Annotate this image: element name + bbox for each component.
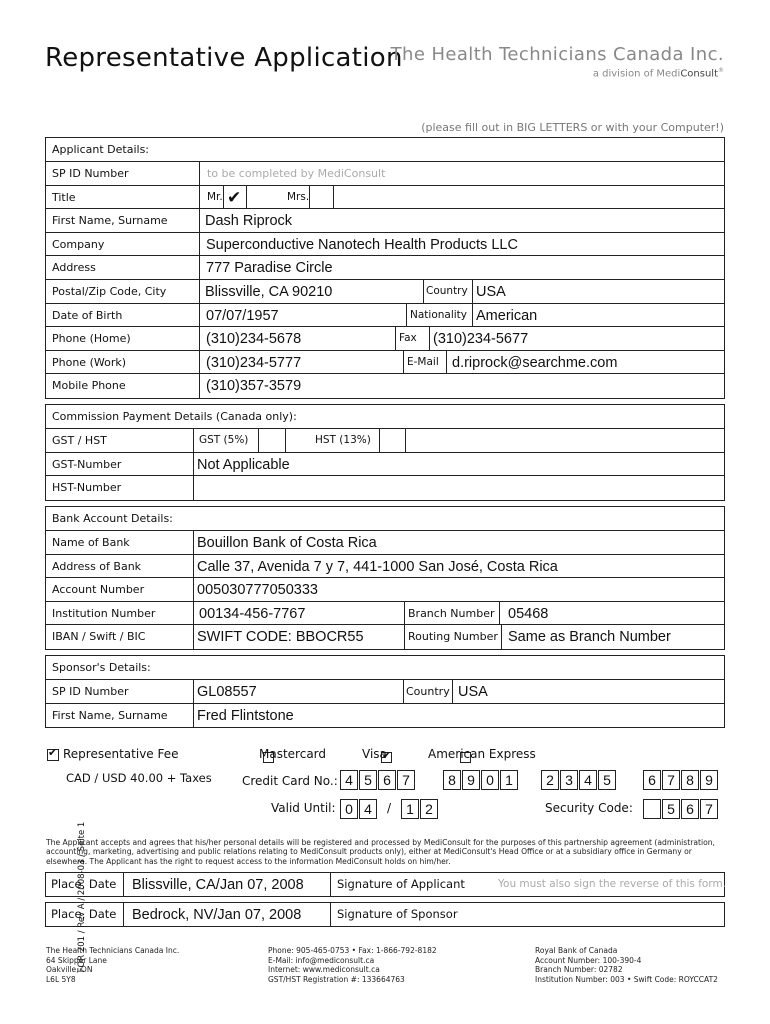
mastercard-label: Mastercard (259, 747, 327, 761)
phone-home-field[interactable]: (310)234-5678 (206, 331, 302, 348)
sp-id-label: SP ID Number (52, 167, 129, 180)
phone-home-row (46, 327, 724, 351)
institution-label: Institution Number (52, 606, 156, 620)
division-line (593, 67, 724, 79)
security-code-digit-box[interactable]: 7 (700, 799, 718, 819)
nationality-field[interactable]: American (476, 307, 538, 324)
fee-amount: CAD / USD 40.00 + Taxes (66, 771, 212, 785)
sp-id-row (46, 162, 724, 186)
hst-number-row (46, 476, 724, 500)
valid-separator: / (387, 801, 392, 815)
commission-heading: Commission Payment Details (Canada only): (46, 405, 724, 429)
institution-field[interactable]: 00134-456-7767 (199, 605, 306, 622)
footer-line: 64 Skipper Lane (46, 955, 107, 965)
company-label: Company (52, 237, 105, 251)
gst-hst-label: GST / HST (52, 434, 107, 447)
credit-card-digit-box[interactable]: 4 (340, 770, 358, 790)
mrs-label: Mrs. (287, 190, 310, 203)
iban-row (46, 625, 724, 649)
applicant-signature-row (45, 872, 725, 897)
credit-card-digit-box[interactable]: 6 (643, 770, 661, 790)
valid-until-label: Valid Until: (271, 801, 336, 815)
footer-bank (535, 946, 718, 984)
footer-line: Oakville, ON (46, 965, 93, 975)
address-row (46, 256, 724, 280)
bank-address-row (46, 555, 724, 579)
dob-label: Date of Birth (52, 308, 123, 322)
routing-label: Routing Number (408, 630, 498, 644)
credit-card-digit-box[interactable]: 1 (500, 770, 518, 790)
credit-card-digit-box[interactable]: 4 (579, 770, 597, 790)
sponsor-place-date-field[interactable]: Bedrock, NV/Jan 07, 2008 (132, 907, 302, 923)
valid-until-digit-box[interactable]: 0 (340, 799, 358, 819)
sponsor-id-row (46, 680, 724, 704)
hst13-label: HST (13%) (315, 434, 371, 446)
footer-line: Internet: www.mediconsult.ca (268, 965, 380, 975)
mobile-label: Mobile Phone (52, 379, 126, 393)
company-brand: The Health Technicians Canada Inc. (390, 44, 724, 65)
applicant-place-date-field[interactable]: Blissville, CA/Jan 07, 2008 (132, 877, 304, 893)
credit-card-digit-box[interactable]: 7 (662, 770, 680, 790)
credit-card-digit-box[interactable]: 8 (681, 770, 699, 790)
branch-field[interactable]: 05468 (508, 605, 549, 622)
footer-contact (268, 946, 437, 984)
iban-field[interactable]: SWIFT CODE: BBOCR55 (197, 629, 364, 646)
sponsor-id-field[interactable]: GL08557 (197, 684, 257, 700)
account-field[interactable]: 005030777050333 (197, 582, 318, 599)
footer-address (46, 946, 179, 984)
routing-field[interactable]: Same as Branch Number (508, 629, 671, 646)
page-title: Representative Application (45, 43, 403, 73)
fax-field[interactable]: (310)234-5677 (433, 331, 529, 348)
iban-label: IBAN / Swift / BIC (52, 630, 146, 644)
security-code-digit-box[interactable]: 5 (662, 799, 680, 819)
sponsor-country-label: Country (406, 685, 450, 698)
credit-card-label: Credit Card No.: (242, 774, 338, 788)
amex-label: American Express (428, 747, 536, 761)
credit-card-digit-box[interactable]: 7 (397, 770, 415, 790)
security-code-digit-box[interactable] (643, 799, 661, 819)
gst-hst-row (46, 429, 724, 453)
bank-heading: Bank Account Details: (46, 507, 724, 531)
credit-card-digit-box[interactable]: 6 (378, 770, 396, 790)
hst-number-label: HST-Number (52, 481, 122, 495)
email-field[interactable]: d.riprock@searchme.com (452, 354, 618, 371)
division-medi: Medi (656, 68, 681, 80)
registered-mark: ® (718, 67, 724, 74)
footer-line: L6L 5Y8 (46, 974, 76, 984)
postal-field[interactable]: Blissville, CA 90210 (205, 283, 333, 300)
address-field[interactable]: 777 Paradise Circle (206, 260, 333, 277)
footer-line: Account Number: 100-390-4 (535, 955, 642, 965)
postal-label: Postal/Zip Code, City (52, 284, 167, 298)
bank-name-row (46, 531, 724, 555)
division-prefix: a division of (592, 68, 657, 80)
sponsor-id-label: SP ID Number (52, 685, 129, 698)
sp-id-field[interactable]: to be completed by MediConsult (207, 167, 386, 180)
credit-card-digit-box[interactable]: 5 (598, 770, 616, 790)
gst-number-field[interactable]: Not Applicable (197, 456, 290, 473)
sponsor-signature-label: Signature of Sponsor (337, 907, 458, 921)
sponsor-section (45, 655, 725, 728)
email-label: E-Mail (407, 355, 439, 368)
title-label: Title (52, 190, 76, 204)
footer-line: Institution Number: 003 • Swift Code: ROYCCAT2 (535, 974, 718, 984)
mr-label: Mr. (207, 190, 223, 203)
commission-section (45, 404, 725, 501)
postal-row (46, 280, 724, 304)
division-consult: Consult (680, 68, 718, 80)
footer-line: The Health Technicians Canada Inc. (46, 946, 180, 955)
footer-line: Phone: 905-465-0753 • Fax: 1-866-792-8182 (268, 946, 437, 955)
name-field[interactable]: Dash Riprock (205, 213, 293, 230)
security-code-label: Security Code: (545, 801, 633, 815)
company-field[interactable]: Superconductive Nanotech Health Products LLC (206, 236, 518, 253)
mr-checkmark-icon[interactable]: ✔ (227, 187, 242, 207)
mobile-row (46, 374, 724, 398)
name-label: First Name, Surname (52, 214, 168, 228)
applicant-section (45, 137, 725, 399)
dob-field[interactable]: 07/07/1957 (206, 307, 279, 324)
credit-card-digit-box[interactable]: 9 (462, 770, 480, 790)
credit-card-digit-box[interactable]: 2 (541, 770, 559, 790)
bank-address-label: Address of Bank (52, 559, 142, 573)
credit-card-digit-box[interactable]: 0 (481, 770, 499, 790)
reverse-sign-note: You must also sign the reverse of this form. (498, 878, 727, 890)
sponsor-name-row (46, 704, 724, 728)
valid-until-digit-box[interactable]: 1 (401, 799, 419, 819)
phone-work-label: Phone (Work) (52, 355, 127, 369)
sponsor-name-label: First Name, Surname (52, 708, 168, 722)
fill-instruction: (please fill out in BIG LETTERS or with your Computer!) (421, 121, 724, 134)
bank-address-field[interactable]: Calle 37, Avenida 7 y 7, 441-1000 San José, Costa Rica (197, 558, 558, 575)
country-field[interactable]: USA (476, 283, 506, 300)
mobile-field[interactable]: (310)357-3579 (206, 378, 302, 395)
branch-label: Branch Number (408, 606, 495, 620)
phone-home-label: Phone (Home) (52, 332, 131, 346)
footer-line: GST/HST Registration #: 133664763 (268, 974, 405, 984)
address-label: Address (52, 261, 96, 275)
bank-name-label: Name of Bank (52, 536, 130, 549)
sponsor-heading: Sponsor's Details: (46, 656, 724, 680)
phone-work-field[interactable]: (310)234-5777 (206, 354, 302, 371)
gst5-label: GST (5%) (199, 434, 249, 446)
privacy-consent-text: The Applicant accepts and agrees that his/her personal details will be registered and processed by MediConsult for the purposes of this partnership agreement (administration, accounting, marketing, advertising and public relations relating to MediConsult products only), either at MediConsult's Head Office or at a subsidiary office in Germany or elsewhere. The Applicant has the right to request access to the information MediConsult holds on him/her. (46, 838, 715, 866)
sponsor-name-field[interactable]: Fred Flintstone (197, 707, 294, 724)
institution-row (46, 602, 724, 626)
credit-card-digit-box[interactable]: 5 (359, 770, 377, 790)
credit-card-digit-box[interactable]: 3 (560, 770, 578, 790)
visa-label: Visa (362, 747, 387, 761)
title-row (46, 186, 724, 210)
account-label: Account Number (52, 583, 145, 597)
applicant-signature-label: Signature of Applicant (337, 877, 465, 891)
company-row (46, 233, 724, 257)
gst-number-label: GST-Number (52, 457, 122, 471)
country-label: Country (426, 284, 468, 297)
applicant-heading: Applicant Details: (46, 138, 724, 162)
form-revision-text: FOR 201 / Rev A / 2008-03 / Seite 1 (77, 821, 87, 973)
nationality-label: Nationality (410, 308, 468, 321)
bank-name-field[interactable]: Bouillon Bank of Costa Rica (197, 535, 377, 551)
footer-line: E-Mail: info@mediconsult.ca (268, 955, 375, 965)
credit-card-digit-box[interactable]: 9 (700, 770, 718, 790)
applicant-place-date-label: Place, Date (51, 877, 117, 891)
representative-fee-checkbox[interactable] (47, 749, 59, 761)
representative-fee-label: Representative Fee (63, 747, 179, 761)
sponsor-place-date-label: Place, Date (51, 907, 117, 921)
valid-until-digit-box[interactable]: 4 (359, 799, 377, 819)
dob-row (46, 304, 724, 328)
gst-number-row (46, 453, 724, 477)
bank-section (45, 506, 725, 650)
account-row (46, 578, 724, 602)
fax-label: Fax (399, 332, 417, 345)
footer-line: Royal Bank of Canada (535, 946, 618, 955)
security-code-digit-box[interactable]: 6 (681, 799, 699, 819)
footer-line: Branch Number: 02782 (535, 965, 623, 975)
credit-card-digit-box[interactable]: 8 (443, 770, 461, 790)
valid-until-digit-box[interactable]: 2 (420, 799, 438, 819)
sponsor-signature-row (45, 902, 725, 927)
phone-work-row (46, 351, 724, 375)
name-row (46, 209, 724, 233)
sponsor-country-field[interactable]: USA (458, 684, 488, 700)
